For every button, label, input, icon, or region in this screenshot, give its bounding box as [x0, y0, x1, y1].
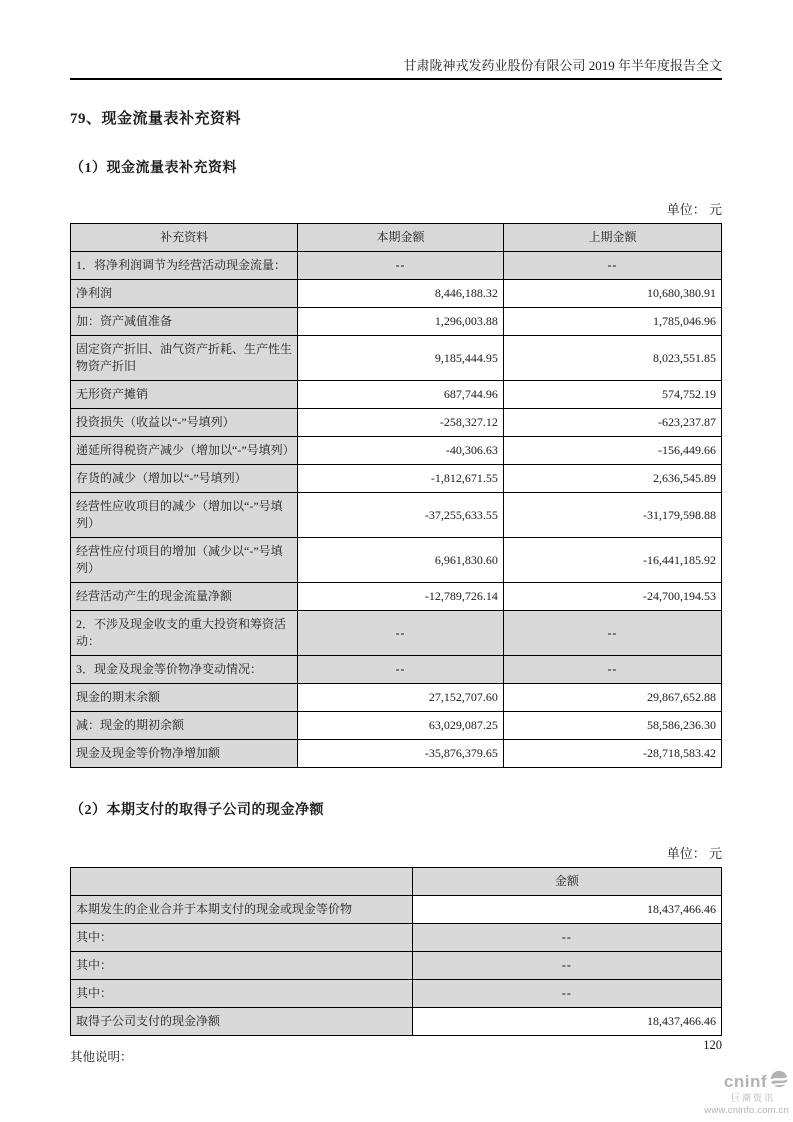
row-label-cell: 其中：	[71, 924, 413, 952]
cninfo-swoosh-icon	[769, 1070, 789, 1092]
unit-label-1: 单位： 元	[666, 202, 722, 217]
row-value-cell: 8,446,188.32	[298, 280, 504, 308]
row-label-cell: 现金的期末余额	[71, 684, 298, 712]
row-value-cell: 1,785,046.96	[503, 308, 721, 336]
cninfo-url: www.cninfo.com.cn	[704, 1105, 789, 1116]
table-header-row	[71, 224, 722, 252]
header-supplement-info: 补充资料	[71, 224, 298, 252]
table-row	[71, 611, 722, 656]
row-label-cell: 其中：	[71, 952, 413, 980]
row-value-cell: -35,876,379.65	[298, 740, 504, 768]
row-value-cell: -28,718,583.42	[503, 740, 721, 768]
row-label-cell: 现金及现金等价物净增加额	[71, 740, 298, 768]
row-value-cell: --	[412, 980, 721, 1008]
row-value-cell: 63,029,087.25	[298, 712, 504, 740]
row-label-cell: 净利润	[71, 280, 298, 308]
row-value-cell: 8,023,551.85	[503, 336, 721, 381]
table-row	[71, 308, 722, 336]
document-header	[70, 57, 722, 80]
row-value-cell: -37,255,633.55	[298, 493, 504, 538]
header-empty	[71, 868, 413, 896]
row-label-cell: 取得子公司支付的现金净额	[71, 1008, 413, 1036]
cninfo-logo	[689, 1070, 789, 1116]
table-row	[71, 409, 722, 437]
table-row	[71, 493, 722, 538]
row-label-cell: 2．不涉及现金收支的重大投资和筹资活动：	[71, 611, 298, 656]
row-label-cell: 1．将净利润调节为经营活动现金流量：	[71, 252, 298, 280]
row-value-cell: 2,636,545.89	[503, 465, 721, 493]
row-value-cell: 6,961,830.60	[298, 538, 504, 583]
row-value-cell: 574,752.19	[503, 381, 721, 409]
table-row	[71, 924, 722, 952]
row-value-cell: 18,437,466.46	[412, 1008, 721, 1036]
row-value-cell: -156,449.66	[503, 437, 721, 465]
row-label-cell: 固定资产折旧、油气资产折耗、生产性生物资产折旧	[71, 336, 298, 381]
table-row	[71, 740, 722, 768]
row-value-cell: 18,437,466.46	[412, 896, 721, 924]
row-value-cell: --	[412, 952, 721, 980]
cninfo-brand-row	[689, 1070, 789, 1092]
row-value-cell: -258,327.12	[298, 409, 504, 437]
row-value-cell: --	[298, 611, 504, 656]
page-number: 120	[703, 1038, 722, 1052]
table-row	[71, 252, 722, 280]
row-value-cell: -31,179,598.88	[503, 493, 721, 538]
row-value-cell: 9,185,444.95	[298, 336, 504, 381]
row-value-cell: 29,867,652.88	[503, 684, 721, 712]
row-value-cell: --	[412, 924, 721, 952]
row-value-cell: --	[503, 611, 721, 656]
row-value-cell: -1,812,671.55	[298, 465, 504, 493]
table-row	[71, 712, 722, 740]
row-value-cell: -12,789,726.14	[298, 583, 504, 611]
row-label-cell: 投资损失（收益以“-”号填列）	[71, 409, 298, 437]
table-row	[71, 437, 722, 465]
table-row	[71, 1008, 722, 1036]
table-row	[71, 656, 722, 684]
row-value-cell: -623,237.87	[503, 409, 721, 437]
row-label-cell: 经营性应收项目的减少（增加以“-”号填列）	[71, 493, 298, 538]
row-value-cell: -40,306.63	[298, 437, 504, 465]
table-row	[71, 583, 722, 611]
row-value-cell: --	[298, 656, 504, 684]
row-value-cell: 58,586,236.30	[503, 712, 721, 740]
row-value-cell: -24,700,194.53	[503, 583, 721, 611]
table-row	[71, 280, 722, 308]
row-value-cell: --	[298, 252, 504, 280]
row-label-cell: 经营活动产生的现金流量净额	[71, 583, 298, 611]
other-note: 其他说明：	[70, 1050, 133, 1064]
subsection-2-title: （2）本期支付的取得子公司的现金净额	[70, 803, 324, 818]
document-header-title: 甘肃陇神戎发药业股份有限公司 2019 年半年度报告全文	[403, 58, 722, 73]
table-row	[71, 952, 722, 980]
row-label-cell: 其中：	[71, 980, 413, 1008]
row-label-cell: 存货的减少（增加以“-”号填列）	[71, 465, 298, 493]
table-row	[71, 381, 722, 409]
row-value-cell: -16,441,185.92	[503, 538, 721, 583]
row-label-cell: 本期发生的企业合并于本期支付的现金或现金等价物	[71, 896, 413, 924]
section-title: 79、现金流量表补充资料	[70, 111, 242, 127]
row-value-cell: 687,744.96	[298, 381, 504, 409]
cash-flow-supplement-table	[70, 223, 722, 768]
row-label-cell: 经营性应付项目的增加（减少以“-”号填列）	[71, 538, 298, 583]
subsection-1-title: （1）现金流量表补充资料	[70, 161, 237, 176]
row-label-cell: 3．现金及现金等价物净变动情况：	[71, 656, 298, 684]
table-row	[71, 538, 722, 583]
row-label-cell: 减：现金的期初余额	[71, 712, 298, 740]
row-label-cell: 加：资产减值准备	[71, 308, 298, 336]
header-amount: 金额	[412, 868, 721, 896]
row-value-cell: 10,680,380.91	[503, 280, 721, 308]
cninfo-cn-name: 巨潮资讯	[730, 1093, 775, 1103]
unit-label-2: 单位： 元	[666, 846, 722, 861]
subsidiary-cash-table	[70, 867, 722, 1036]
row-label-cell: 递延所得税资产减少（增加以“-”号填列）	[71, 437, 298, 465]
row-label-cell: 无形资产摊销	[71, 381, 298, 409]
table-row	[71, 336, 722, 381]
header-prior-period: 上期金额	[503, 224, 721, 252]
header-current-period: 本期金额	[298, 224, 504, 252]
row-value-cell: 1,296,003.88	[298, 308, 504, 336]
table-row	[71, 684, 722, 712]
row-value-cell: --	[503, 656, 721, 684]
table-row	[71, 896, 722, 924]
cninfo-brand-text: cninf	[723, 1071, 767, 1091]
row-value-cell: 27,152,707.60	[298, 684, 504, 712]
table-row	[71, 980, 722, 1008]
table-header-row	[71, 868, 722, 896]
table-row	[71, 465, 722, 493]
row-value-cell: --	[503, 252, 721, 280]
